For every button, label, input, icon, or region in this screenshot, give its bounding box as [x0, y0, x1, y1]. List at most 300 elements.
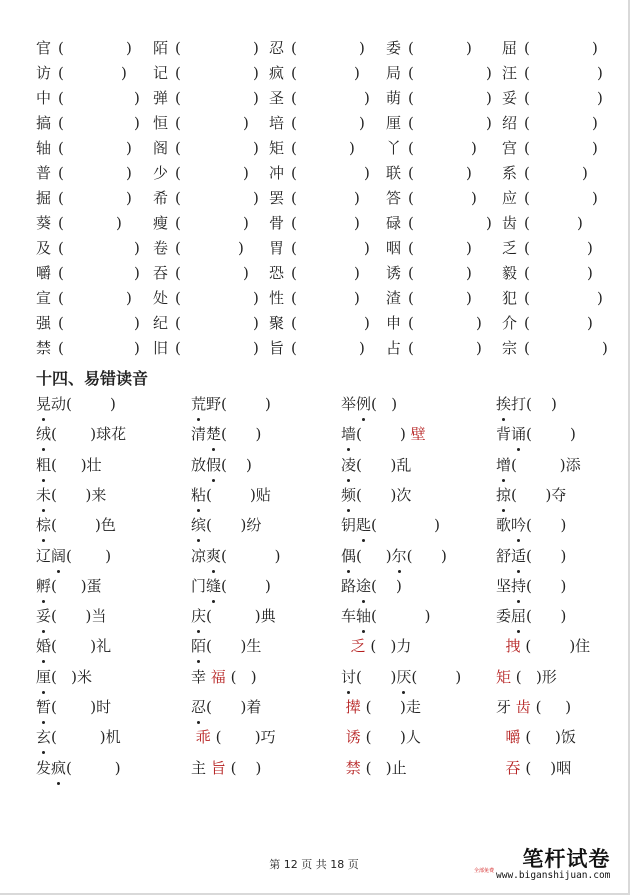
- dotted-character: 匙: [356, 513, 371, 537]
- grid-cell: [502, 86, 603, 111]
- answer-blank-open[interactable]: (: [408, 39, 414, 57]
- pronunciation-item[interactable]: [36, 604, 106, 628]
- answer-blank-open[interactable]: (: [291, 214, 297, 232]
- pronunciation-item[interactable]: [36, 544, 111, 568]
- pronunciation-item[interactable]: [341, 604, 430, 628]
- answer-blank-close: ): [597, 289, 603, 307]
- answer-blank-close: ): [592, 39, 598, 57]
- pronunciation-item[interactable]: [496, 665, 557, 689]
- character: 忍: [269, 39, 285, 57]
- answer-blank-open[interactable]: (: [408, 339, 414, 357]
- pronunciation-item[interactable]: [496, 634, 590, 658]
- grid-cell: [502, 61, 603, 86]
- answer-blank-open[interactable]: (: [58, 164, 64, 182]
- answer-blank-open[interactable]: (: [58, 139, 64, 157]
- pronunciation-item[interactable]: [341, 725, 421, 749]
- answer-blank-close: ): [577, 214, 583, 232]
- pronunciation-item[interactable]: [36, 422, 126, 446]
- item-text: 清: [191, 425, 207, 444]
- answer-blank-open[interactable]: (: [58, 339, 64, 357]
- answer-blank-close: ): [126, 164, 132, 182]
- answer-blank-open[interactable]: (: [291, 89, 297, 107]
- grid-cell: [36, 236, 140, 261]
- answer-blank-close: ): [466, 264, 472, 282]
- item-text: ( ): [221, 546, 281, 565]
- item-text: ( )乱: [356, 455, 412, 474]
- pronunciation-item[interactable]: [36, 695, 111, 719]
- item-text: ( ): [221, 576, 271, 595]
- character: 渣: [386, 289, 402, 307]
- pronunciation-item[interactable]: [496, 544, 566, 568]
- pronunciation-item[interactable]: [36, 513, 116, 537]
- item-text: ( )走: [360, 698, 421, 716]
- item-text: ( ): [221, 455, 252, 474]
- pronunciation-item[interactable]: [191, 725, 276, 749]
- item-text: ( )次: [356, 485, 412, 504]
- pronunciation-item[interactable]: [341, 392, 397, 416]
- grid-cell: [269, 211, 360, 236]
- item-text: 放: [191, 455, 207, 474]
- grid-cell: [153, 311, 259, 336]
- grid-cell: [502, 336, 608, 361]
- grid-cell: [153, 36, 259, 61]
- grid-cell: [153, 261, 249, 286]
- dotted-character: 粗: [36, 453, 51, 477]
- grid-cell: [269, 261, 360, 286]
- answer-blank-open[interactable]: (: [58, 239, 64, 257]
- pronunciation-item[interactable]: [341, 634, 411, 658]
- character: 委: [386, 39, 402, 57]
- character: 咽: [386, 239, 402, 257]
- answer-blank-close: ): [486, 214, 492, 232]
- grid-cell: [36, 311, 140, 336]
- dotted-character: 屈: [511, 604, 526, 628]
- answer-blank-open[interactable]: (: [524, 264, 530, 282]
- character: 旨: [269, 339, 285, 357]
- answer-blank-close: ): [253, 89, 259, 107]
- answer-blank-open[interactable]: (: [524, 314, 530, 332]
- character: 宣: [36, 289, 52, 307]
- answer-blank-open[interactable]: (: [408, 264, 414, 282]
- answer-blank-open[interactable]: (: [291, 314, 297, 332]
- highlighted-character: 诱: [345, 728, 361, 747]
- item-text: ( )添: [511, 455, 581, 474]
- answer-blank-open[interactable]: (: [175, 214, 181, 232]
- character: 轴: [36, 139, 52, 157]
- dotted-character: 厘: [36, 665, 51, 689]
- grid-cell: [269, 86, 370, 111]
- answer-blank-open[interactable]: (: [408, 89, 414, 107]
- grid-cell: [153, 136, 259, 161]
- answer-blank-close: ): [486, 89, 492, 107]
- answer-blank-close: ): [134, 264, 140, 282]
- dotted-character: 持: [511, 574, 526, 598]
- item-text: 门: [191, 576, 207, 595]
- answer-blank-close: ): [134, 314, 140, 332]
- answer-blank-close: ): [116, 214, 122, 232]
- answer-blank-open[interactable]: (: [58, 64, 64, 82]
- grid-cell: [386, 61, 492, 86]
- character: 阁: [153, 139, 169, 157]
- answer-blank-open[interactable]: (: [175, 39, 181, 57]
- pronunciation-item[interactable]: [36, 756, 121, 780]
- answer-blank-open[interactable]: (: [524, 114, 530, 132]
- character: 妥: [502, 89, 518, 107]
- answer-blank-open[interactable]: (: [58, 289, 64, 307]
- answer-blank-close: ): [243, 114, 249, 132]
- answer-blank-close: ): [597, 64, 603, 82]
- character: 旧: [153, 339, 169, 357]
- answer-blank-close: ): [597, 89, 603, 107]
- item-text: 凉: [191, 546, 207, 565]
- section-title: 十四、易错读音: [36, 369, 149, 388]
- answer-blank-open[interactable]: (: [58, 189, 64, 207]
- answer-blank-close: ): [354, 189, 360, 207]
- dotted-character: 晃: [36, 392, 51, 416]
- answer-blank-open[interactable]: (: [524, 164, 530, 182]
- character: 记: [153, 64, 169, 82]
- answer-blank-close: ): [134, 89, 140, 107]
- answer-blank-open[interactable]: (: [408, 164, 414, 182]
- pronunciation-item[interactable]: [341, 513, 440, 537]
- item-text: ( )米: [51, 667, 93, 686]
- pronunciation-item[interactable]: [496, 756, 571, 780]
- answer-blank-open[interactable]: (: [524, 339, 530, 357]
- dotted-character: 途: [356, 574, 371, 598]
- answer-blank-open[interactable]: (: [291, 289, 297, 307]
- highlighted-character: 吞: [505, 758, 521, 777]
- highlighted-character: 壁: [410, 425, 426, 444]
- grid-cell: [502, 186, 598, 211]
- pronunciation-item[interactable]: [341, 422, 426, 446]
- pronunciation-item[interactable]: [191, 544, 280, 568]
- item-text: ( )壮: [51, 455, 102, 474]
- answer-blank-open[interactable]: (: [524, 289, 530, 307]
- pronunciation-item[interactable]: [36, 725, 121, 749]
- answer-blank-close: ): [602, 339, 608, 357]
- dotted-character: 妥: [36, 604, 51, 628]
- grid-cell: [502, 136, 598, 161]
- answer-blank-open[interactable]: (: [408, 139, 414, 157]
- character: 中: [36, 89, 52, 107]
- pronunciation-item[interactable]: [341, 574, 402, 598]
- grid-cell: [269, 286, 360, 311]
- answer-blank-open[interactable]: (: [58, 39, 64, 57]
- grid-cell: [153, 61, 259, 86]
- character: 少: [153, 164, 169, 182]
- grid-cell: [269, 236, 370, 261]
- grid-cell: [502, 286, 603, 311]
- dotted-character: 增: [496, 453, 511, 477]
- highlighted-character: 拽: [505, 637, 521, 656]
- character: 陌: [153, 39, 169, 57]
- answer-blank-open[interactable]: (: [58, 214, 64, 232]
- answer-blank-open[interactable]: (: [291, 139, 297, 157]
- answer-blank-close: ): [126, 139, 132, 157]
- pronunciation-item[interactable]: [191, 756, 261, 780]
- item-text: ( ): [356, 425, 411, 444]
- character: 及: [36, 239, 52, 257]
- answer-blank-close: ): [243, 214, 249, 232]
- pronunciation-item[interactable]: [341, 453, 411, 477]
- item-text: ( )当: [51, 607, 107, 626]
- answer-blank-close: ): [354, 289, 360, 307]
- grid-cell: [502, 236, 593, 261]
- item-text: ( )贴: [206, 485, 271, 504]
- answer-blank-open[interactable]: (: [524, 64, 530, 82]
- character: 卷: [153, 239, 169, 257]
- answer-blank-open[interactable]: (: [175, 114, 181, 132]
- answer-blank-open[interactable]: (: [58, 264, 64, 282]
- item-text: [496, 759, 506, 777]
- answer-blank-open[interactable]: (: [524, 189, 530, 207]
- character: 弹: [153, 89, 169, 107]
- item-text: ( ): [221, 425, 262, 444]
- grid-cell: [386, 36, 472, 61]
- grid-cell: [153, 186, 259, 211]
- page-number: 第 12 页 共 18 页: [269, 858, 359, 871]
- answer-blank-open[interactable]: (: [175, 164, 181, 182]
- character: 骨: [269, 214, 285, 232]
- character: 搞: [36, 114, 52, 132]
- pronunciation-item[interactable]: [341, 544, 447, 568]
- pronunciation-item[interactable]: [341, 665, 461, 689]
- pronunciation-item[interactable]: [496, 483, 566, 507]
- character: 处: [153, 289, 169, 307]
- dotted-character: 陌: [191, 634, 206, 658]
- pronunciation-item[interactable]: [36, 453, 102, 477]
- grid-cell: [386, 261, 472, 286]
- answer-blank-open[interactable]: (: [291, 339, 297, 357]
- answer-blank-open[interactable]: (: [408, 114, 414, 132]
- pronunciation-item[interactable]: [496, 695, 571, 719]
- grid-cell: [153, 86, 259, 111]
- pronunciation-item[interactable]: [496, 725, 576, 749]
- item-text: ( )时: [51, 698, 112, 716]
- answer-blank-open[interactable]: (: [524, 239, 530, 257]
- answer-blank-close: ): [364, 239, 370, 257]
- dotted-character: 楚: [206, 422, 221, 446]
- pronunciation-item[interactable]: [36, 574, 102, 598]
- answer-blank-open[interactable]: (: [291, 164, 297, 182]
- pronunciation-item[interactable]: [341, 695, 421, 719]
- answer-blank-close: ): [364, 164, 370, 182]
- answer-blank-open[interactable]: (: [175, 139, 181, 157]
- answer-blank-open[interactable]: (: [408, 189, 414, 207]
- grid-cell: [386, 336, 482, 361]
- answer-blank-open[interactable]: (: [58, 314, 64, 332]
- answer-blank-open[interactable]: (: [408, 289, 414, 307]
- grid-cell: [502, 261, 593, 286]
- dotted-character: 庆: [191, 604, 206, 628]
- answer-blank-open[interactable]: (: [408, 239, 414, 257]
- pronunciation-item[interactable]: [191, 634, 261, 658]
- answer-blank-close: ): [471, 189, 477, 207]
- pronunciation-item[interactable]: [496, 574, 566, 598]
- grid-cell: [36, 36, 132, 61]
- pronunciation-item[interactable]: [341, 483, 411, 507]
- grid-cell: [502, 211, 583, 236]
- item-text: ( )巧: [210, 728, 276, 747]
- pronunciation-item[interactable]: [496, 422, 576, 446]
- dotted-character: 缝: [206, 574, 221, 598]
- answer-blank-close: ): [486, 114, 492, 132]
- highlighted-character: 旨: [210, 758, 226, 777]
- item-text: ( )机: [51, 728, 121, 747]
- pronunciation-item[interactable]: [496, 604, 566, 628]
- item-text: ( )生: [206, 637, 262, 656]
- answer-blank-open[interactable]: (: [524, 39, 530, 57]
- answer-blank-open[interactable]: (: [291, 114, 297, 132]
- pronunciation-item[interactable]: [191, 665, 257, 689]
- grid-cell: [269, 336, 365, 361]
- item-text: ( )夺: [511, 485, 567, 504]
- answer-blank-close: ): [253, 314, 259, 332]
- pronunciation-item[interactable]: [191, 483, 271, 507]
- grid-cell: [386, 86, 492, 111]
- pronunciation-item[interactable]: [36, 392, 116, 416]
- item-text: 坚: [496, 576, 512, 595]
- pronunciation-item[interactable]: [191, 695, 261, 719]
- character: 占: [386, 339, 402, 357]
- item-text: ( )饭: [520, 728, 576, 747]
- character: 犯: [502, 289, 518, 307]
- dotted-character: 绒: [36, 422, 51, 446]
- dotted-character: 频: [341, 483, 356, 507]
- answer-blank-open[interactable]: (: [175, 239, 181, 257]
- pronunciation-item[interactable]: [191, 513, 261, 537]
- answer-blank-open[interactable]: (: [291, 64, 297, 82]
- answer-blank-open[interactable]: (: [175, 264, 181, 282]
- answer-blank-open[interactable]: (: [175, 289, 181, 307]
- answer-blank-open[interactable]: (: [175, 314, 181, 332]
- character: 萌: [386, 89, 402, 107]
- grid-cell: [502, 111, 598, 136]
- highlighted-character: 矩: [496, 667, 512, 686]
- item-text: ( )着: [206, 698, 262, 716]
- pronunciation-item[interactable]: [191, 392, 271, 416]
- item-text: 幸: [191, 667, 211, 686]
- dotted-character: 偶: [341, 544, 356, 568]
- answer-blank-close: ): [354, 214, 360, 232]
- answer-blank-open[interactable]: (: [524, 89, 530, 107]
- item-text: ( )止: [360, 758, 407, 777]
- pronunciation-item[interactable]: [191, 604, 276, 628]
- answer-blank-open[interactable]: (: [58, 114, 64, 132]
- answer-blank-close: ): [253, 189, 259, 207]
- pronunciation-item[interactable]: [341, 756, 407, 780]
- grid-cell: [269, 36, 365, 61]
- answer-blank-open[interactable]: (: [408, 214, 414, 232]
- character: 罢: [269, 189, 285, 207]
- dotted-character: 未: [36, 483, 51, 507]
- highlighted-character: 乏: [350, 637, 366, 656]
- pronunciation-item[interactable]: [496, 392, 557, 416]
- highlighted-character: 嚼: [505, 728, 521, 747]
- answer-blank-open[interactable]: (: [58, 89, 64, 107]
- pronunciation-item[interactable]: [36, 665, 92, 689]
- answer-blank-close: ): [134, 339, 140, 357]
- pronunciation-item[interactable]: [191, 422, 261, 446]
- answer-blank-close: ): [349, 139, 355, 157]
- item-text: 辽: [36, 546, 52, 565]
- answer-blank-close: ): [253, 64, 259, 82]
- answer-blank-open[interactable]: (: [291, 264, 297, 282]
- pronunciation-item[interactable]: [191, 453, 252, 477]
- character: 绍: [502, 114, 518, 132]
- answer-blank-open[interactable]: (: [175, 339, 181, 357]
- answer-blank-open[interactable]: (: [291, 39, 297, 57]
- dotted-character: 棕: [36, 513, 51, 537]
- answer-blank-close: ): [364, 314, 370, 332]
- pronunciation-item[interactable]: [496, 453, 581, 477]
- answer-blank-close: ): [359, 39, 365, 57]
- answer-blank-open[interactable]: (: [291, 239, 297, 257]
- highlighted-character: 禁: [345, 758, 361, 777]
- grid-cell: [36, 336, 140, 361]
- item-text: ( ): [356, 546, 392, 565]
- grid-cell: [386, 286, 472, 311]
- answer-blank-close: ): [354, 64, 360, 82]
- grid-cell: [502, 161, 588, 186]
- character: 申: [386, 314, 402, 332]
- answer-blank-open[interactable]: (: [408, 64, 414, 82]
- grid-cell: [386, 236, 472, 261]
- item-text: 歌: [496, 516, 512, 535]
- answer-blank-open[interactable]: (: [175, 64, 181, 82]
- character: 诱: [386, 264, 402, 282]
- item-text: 举: [341, 395, 357, 413]
- pronunciation-item[interactable]: [36, 634, 111, 658]
- grid-cell: [36, 211, 122, 236]
- grid-cell: [269, 61, 360, 86]
- answer-blank-close: ): [486, 64, 492, 82]
- pronunciation-item[interactable]: [191, 574, 271, 598]
- dotted-character: 墙: [341, 422, 356, 446]
- answer-blank-close: ): [587, 314, 593, 332]
- pronunciation-item[interactable]: [36, 483, 106, 507]
- grid-cell: [269, 136, 355, 161]
- answer-blank-close: ): [134, 114, 140, 132]
- answer-blank-close: ): [592, 114, 598, 132]
- answer-blank-open[interactable]: (: [291, 189, 297, 207]
- character: 局: [386, 64, 402, 82]
- answer-blank-open[interactable]: (: [408, 314, 414, 332]
- grid-cell: [269, 186, 360, 211]
- answer-blank-open[interactable]: (: [175, 189, 181, 207]
- character: 矩: [269, 139, 285, 157]
- character: 介: [502, 314, 518, 332]
- item-text: 背: [496, 425, 512, 444]
- watermark-logo: [474, 847, 611, 882]
- pronunciation-item[interactable]: [496, 513, 566, 537]
- character: 普: [36, 164, 52, 182]
- dotted-character: 阔: [51, 544, 66, 568]
- answer-blank-open[interactable]: (: [175, 89, 181, 107]
- answer-blank-open[interactable]: (: [524, 139, 530, 157]
- answer-blank-close: ): [354, 264, 360, 282]
- item-text: 委: [496, 607, 512, 626]
- answer-blank-close: ): [238, 239, 244, 257]
- answer-blank-open[interactable]: (: [524, 214, 530, 232]
- item-text: 牙: [496, 698, 516, 716]
- answer-blank-close: ): [253, 289, 259, 307]
- answer-blank-close: ): [253, 139, 259, 157]
- character: 培: [269, 114, 285, 132]
- dotted-character: 吟: [511, 513, 526, 537]
- item-text: ( ): [526, 546, 567, 565]
- answer-blank-close: ): [364, 89, 370, 107]
